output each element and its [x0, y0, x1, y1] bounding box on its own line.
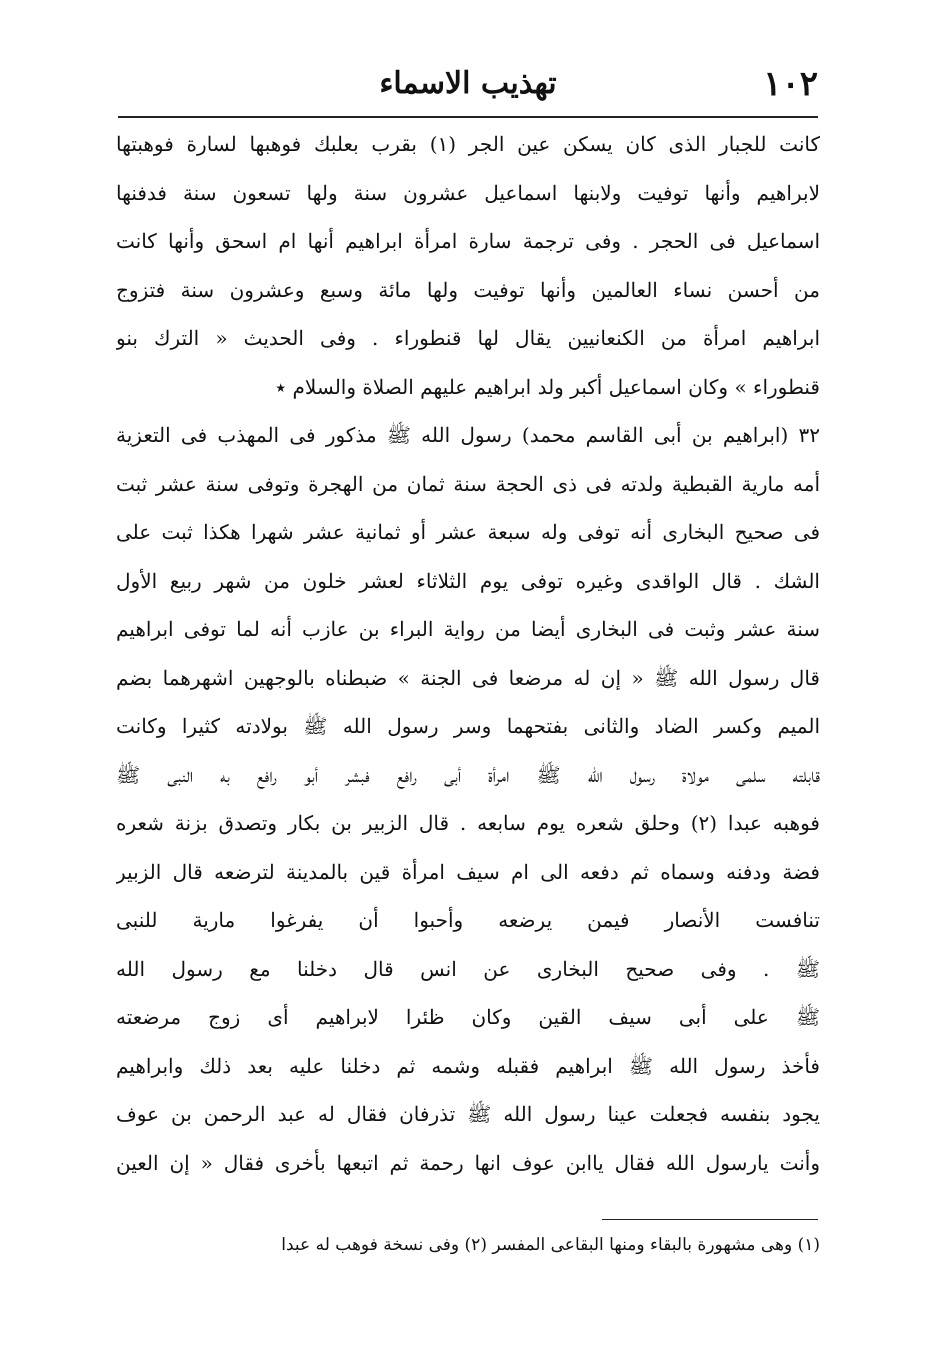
main-text: [116, 120, 820, 1187]
text-line: وأنت يارسول الله فقال ياابن عوف انها رحمة ثم اتبعها بأخرى فقال « إن العين: [116, 1150, 820, 1175]
text-line: فوهبه عبدا (٢) وحلق شعره يوم سابعه . قال الزبير بن بكار وتصدق بزنة شعره: [116, 811, 820, 835]
text-line: فى صحيح البخارى أنه توفى وله سبعة عشر أو ثمانية عشر شهرا هكذا ثبت على: [116, 520, 820, 544]
running-title: تهذيب الاسماء: [379, 66, 557, 101]
page-header: [118, 62, 818, 112]
text-line: الشك . قال الواقدى وغيره توفى يوم الثلاثاء لعشر خلون من شهر ربيع الأول: [116, 568, 820, 593]
text-line: قنطوراء » وكان اسماعيل أكبر ولد ابراهيم عليهم الصلاة والسلام ٭: [275, 374, 820, 399]
text-line: تنافست الأنصار فيمن يرضعه وأحبوا أن يفرغوا مارية للنبى: [116, 908, 820, 932]
header-rule: [118, 116, 818, 118]
text-line: أمه مارية القبطية ولدته فى ذى الحجة سنة ثمان من الهجرة وتوفى سنة عشر ثبت: [116, 471, 820, 496]
text-line: اسماعيل فى الحجر . وفى ترجمة سارة امرأة ابراهيم أنها ام اسحق وأنها كانت: [116, 229, 820, 253]
text-line: لابراهيم وأنها توفيت ولابنها اسماعيل عشرون سنة ولها تسعون سنة فدفنها: [116, 180, 820, 205]
text-line: فأخذ رسول الله ﷺ ابراهيم فقبله وشمه ثم دخلنا عليه بعد ذلك وابراهيم: [116, 1053, 820, 1078]
text-line: سنة عشر وثبت فى البخارى أيضا من رواية البراء بن عازب أنه لما توفى ابراهيم: [116, 617, 820, 641]
text-line: ابراهيم امرأة من الكنعانيين يقال لها قنطوراء . وفى الحديث « الترك بنو: [116, 326, 820, 350]
text-line: ﷺ على أبى سيف القين وكان ظئرا لابراهيم أى زوج مرضعته: [116, 1005, 820, 1029]
text-line: قال رسول الله ﷺ « إن له مرضعا فى الجنة » ضبطناه بالوجهين اشهرهما بضم: [116, 665, 820, 690]
footnotes: (١) وهى مشهورة بالبقاء ومنها البقاعى المفسر (٢) وفى نسخة فوهب له عبدا: [281, 1235, 820, 1255]
text-line: الميم وكسر الضاد والثانى بفتحهما وسر رسول الله ﷺ بولادته كثيرا وكانت: [116, 714, 820, 738]
text-line: ﷺ . وفى صحيح البخارى عن انس قال دخلنا مع رسول الله: [116, 956, 820, 981]
text-line: قابلته سلمى مولاة رسول الله ﷺ امرأة أبى رافع فبشر أبو رافع به النبى ﷺ: [116, 762, 820, 787]
footnote-rule: [602, 1219, 818, 1220]
text-line: من أحسن نساء العالمين وأنها توفيت ولها مائة وسبع وعشرون سنة فتزوج: [116, 277, 820, 302]
text-line: كانت للجبار الذى كان يسكن عين الجر (١) بقرب بعلبك فوهبها لسارة فوهبتها: [116, 132, 820, 156]
text-line: ٣٢ (ابراهيم بن أبى القاسم محمد) رسول الله ﷺ مذكور فى المهذب فى التعزية: [116, 423, 820, 447]
text-line: يجود بنفسه فجعلت عينا رسول الله ﷺ تذرفان فقال له عبد الرحمن بن عوف: [116, 1102, 820, 1126]
text-line: فضة ودفنه وسماه ثم دفعه الى ام سيف امرأة قين بالمدينة لترضعه قال الزبير: [116, 859, 820, 884]
page-number: ١٠٢: [763, 64, 818, 104]
